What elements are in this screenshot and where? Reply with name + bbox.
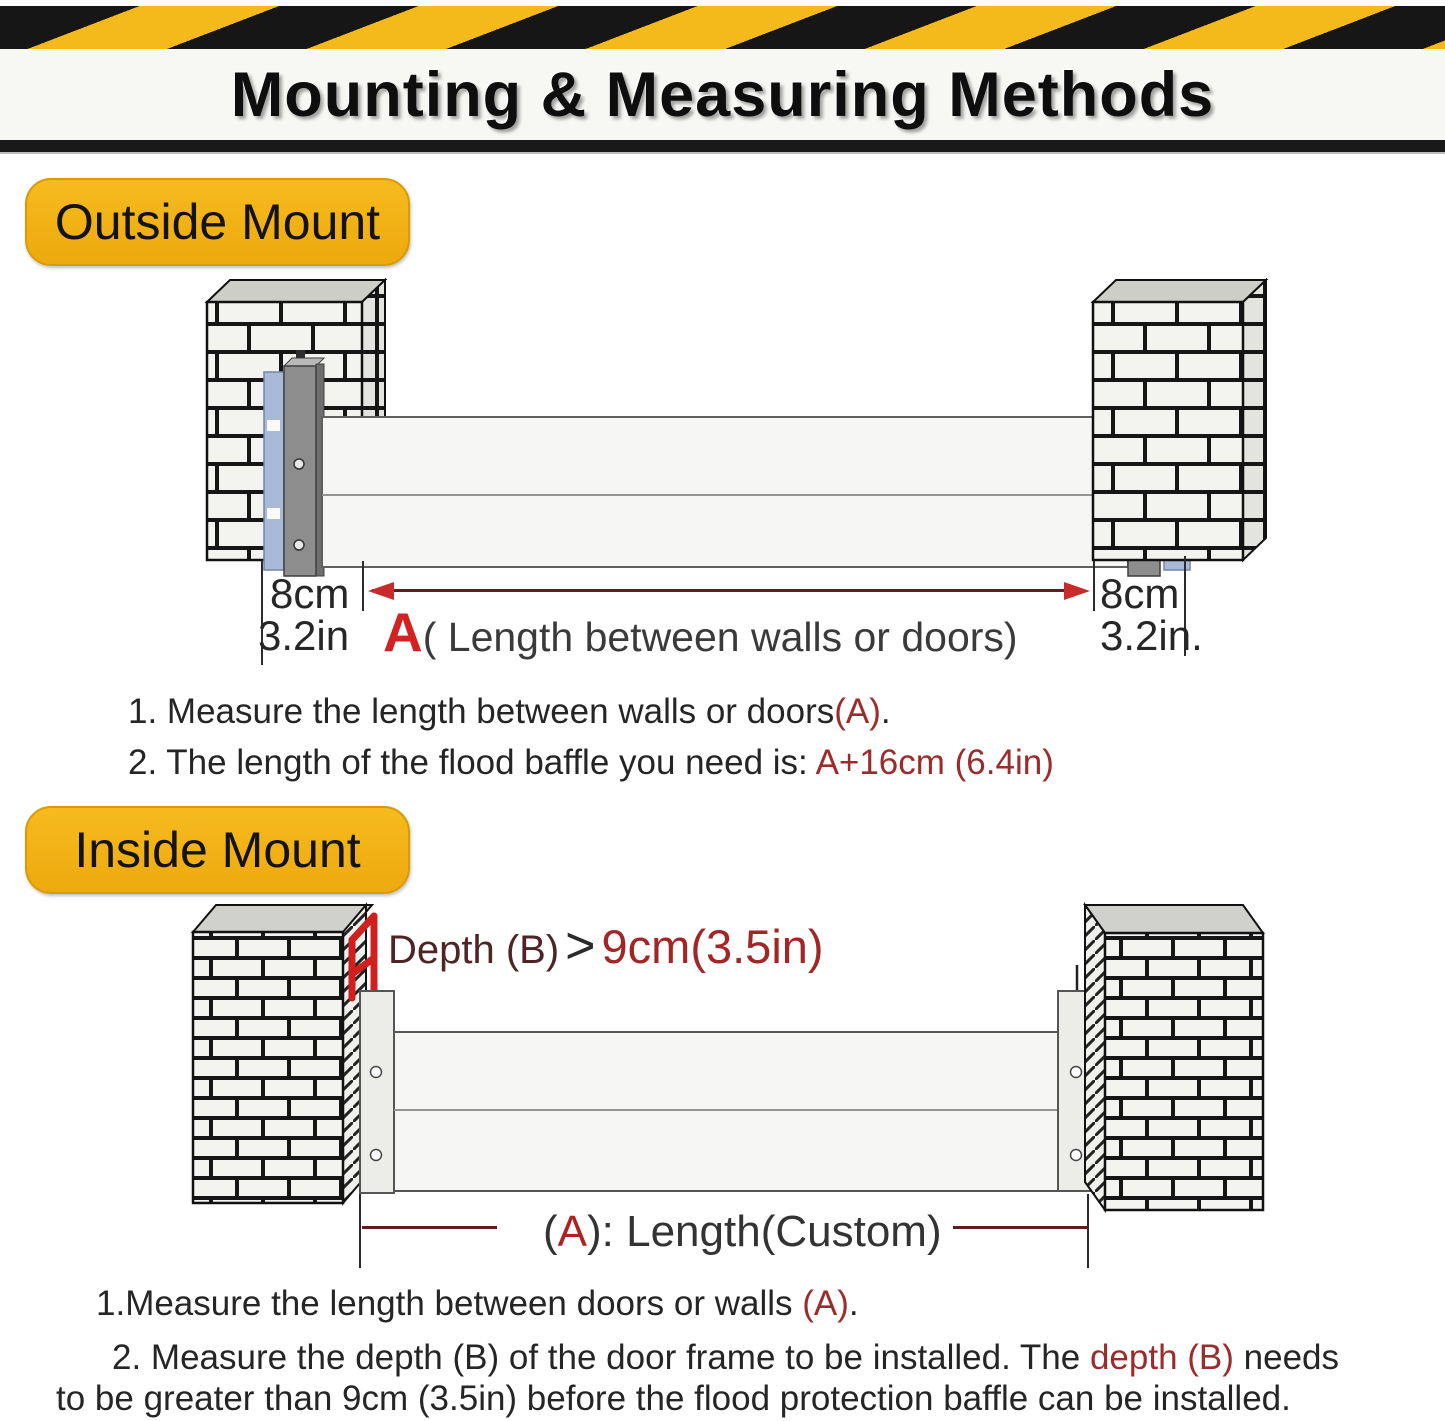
arrowhead-left <box>368 582 394 600</box>
dim-tick <box>362 561 364 611</box>
inside-mount-label <box>25 806 410 894</box>
dim-tick <box>359 1194 361 1268</box>
arrowhead-right <box>1064 582 1090 600</box>
outside-step-1: 1. Measure the length between walls or doors(A). <box>128 692 891 731</box>
span-length-label <box>383 600 1018 664</box>
banner-divider-bar <box>0 140 1445 152</box>
span-a: A <box>383 601 423 663</box>
screw <box>1071 1150 1082 1161</box>
left-offset-in: 3.2in <box>258 612 350 659</box>
inside-mount-label-text: Inside Mount <box>74 822 361 878</box>
span-arrow-line <box>372 589 1072 592</box>
screw <box>1071 1067 1082 1078</box>
outside-mount-diagram <box>185 268 1285 583</box>
outside-flood-barrier <box>322 417 1128 567</box>
inside-right-pillar <box>1085 905 1263 1210</box>
outside-left-bracket <box>264 358 324 576</box>
custom-length-label: (A): Length(Custom) <box>543 1207 942 1256</box>
screw <box>371 1067 382 1078</box>
inside-step-2-line-2: to be greater than 9cm (3.5in) before the flood protection baffle can be installed. <box>56 1379 1291 1418</box>
left-seal-strip <box>264 372 284 570</box>
length-line-left <box>362 1226 497 1229</box>
inside-step-2-line-1: 2. Measure the depth (B) of the door frame to be installed. The depth (B) needs <box>112 1338 1340 1377</box>
outside-mount-label <box>25 178 410 266</box>
screw <box>294 540 304 550</box>
dim-tick <box>1093 561 1095 611</box>
depth-value: 9cm(3.5in) <box>601 920 824 973</box>
span-caption: ( Length between walls or doors) <box>422 614 1018 660</box>
right-offset-cm: 8cm <box>1100 570 1180 617</box>
length-line-right <box>953 1226 1088 1229</box>
inside-left-pillar <box>193 905 372 1203</box>
title-band <box>0 49 1445 140</box>
greater-than-sign: > <box>565 917 596 975</box>
inside-flood-barrier <box>394 1032 1058 1191</box>
depth-requirement-label <box>388 916 824 976</box>
hazard-stripes <box>0 6 1445 49</box>
outside-step-2: 2. The length of the flood baffle you need is: A+16cm (6.4in) <box>128 743 1054 782</box>
dim-tick <box>1087 1194 1089 1268</box>
left-offset-cm: 8cm <box>270 570 350 617</box>
screw <box>371 1150 382 1161</box>
inside-step-1: 1.Measure the length between doors or walls (A). <box>96 1284 859 1323</box>
outside-right-pillar <box>1093 280 1266 560</box>
depth-label-text: Depth (B) <box>388 928 560 972</box>
right-offset-in: 3.2in. <box>1100 612 1203 659</box>
screw <box>294 459 304 469</box>
inside-left-channel <box>360 991 394 1193</box>
outside-mount-label-text: Outside Mount <box>54 194 381 250</box>
page-title: Mounting & Measuring Methods <box>230 59 1215 130</box>
